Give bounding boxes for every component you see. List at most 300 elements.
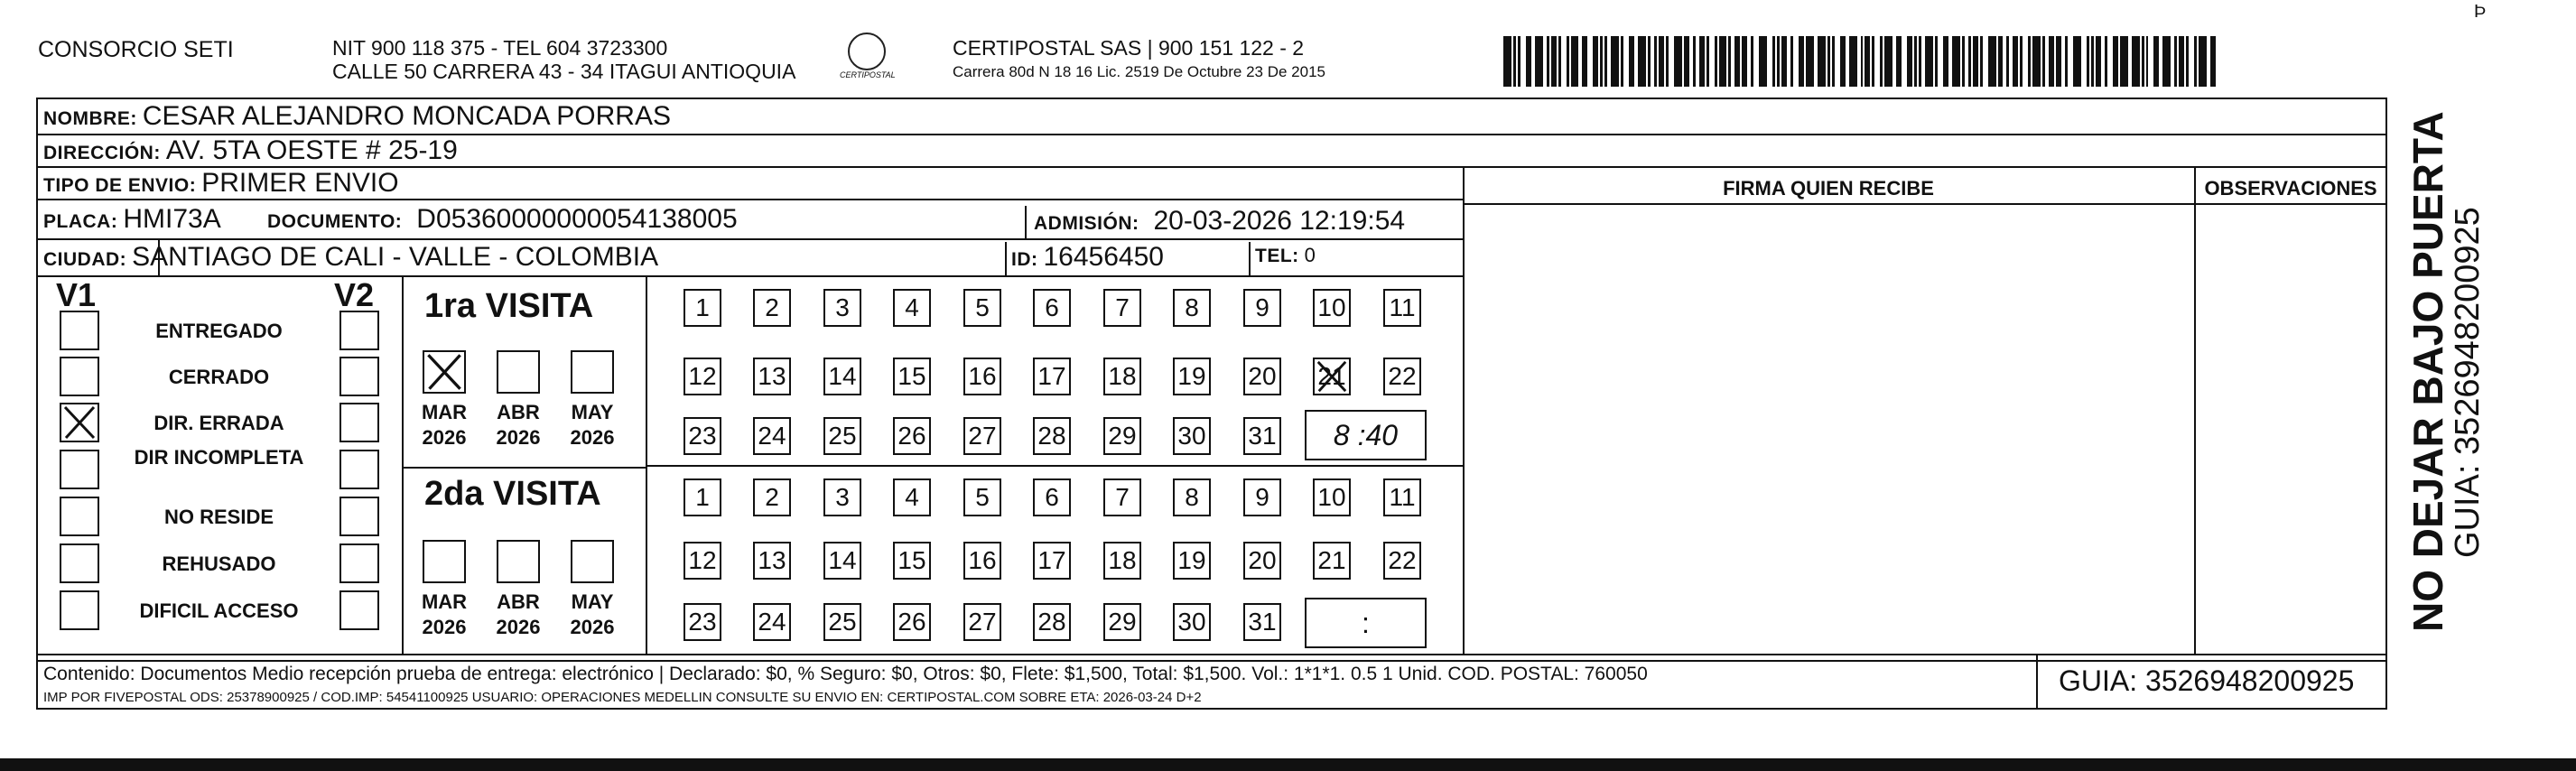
visit2-day-2[interactable] xyxy=(753,478,791,516)
barcode-bar xyxy=(1629,36,1634,87)
v1-checkbox-3[interactable] xyxy=(60,403,99,442)
visit1-day-5[interactable] xyxy=(963,289,1001,327)
barcode-bar xyxy=(1513,36,1516,87)
barcode-bar xyxy=(1728,36,1731,87)
barcode-bar xyxy=(1998,36,2004,87)
visit1-day-15[interactable] xyxy=(893,358,931,395)
visit2-day-11[interactable] xyxy=(1383,478,1421,516)
rule xyxy=(36,654,2387,655)
barcode-bar xyxy=(1861,36,1864,87)
admision-row xyxy=(1034,206,1405,237)
year-label: 2026 xyxy=(422,616,467,638)
day-number: 27 xyxy=(968,422,997,450)
barcode-bar xyxy=(2073,36,2081,87)
status-option-label: DIR. ERRADA xyxy=(153,412,284,434)
address-line: CALLE 50 CARRERA 43 - 34 ITAGUI ANTIOQUIA xyxy=(332,60,796,83)
visit1-day-23[interactable] xyxy=(684,417,721,455)
id-label: ID: xyxy=(1011,249,1038,270)
barcode-bar xyxy=(2174,36,2177,87)
visit2-day-24[interactable] xyxy=(753,603,791,641)
v2-checkbox-5[interactable] xyxy=(339,497,379,536)
rule xyxy=(402,275,404,654)
rule xyxy=(36,708,2387,710)
barcode-bar xyxy=(1648,36,1651,87)
visit2-day-1[interactable] xyxy=(684,478,721,516)
v2-checkbox-2[interactable] xyxy=(339,357,379,396)
day-number: 17 xyxy=(1037,362,1066,390)
day-number: 9 xyxy=(1255,483,1269,511)
rule xyxy=(1249,242,1251,275)
v2-checkbox-3[interactable] xyxy=(339,403,379,442)
barcode-bar xyxy=(2087,36,2089,87)
barcode-bar xyxy=(2096,36,2101,87)
visit1-day-8[interactable] xyxy=(1173,289,1211,327)
barcode-bar xyxy=(1582,36,1587,87)
barcode-bar xyxy=(2194,36,2197,87)
barcode-bar xyxy=(1558,36,1561,87)
day-number: 19 xyxy=(1177,546,1206,574)
day-number: 21 xyxy=(1317,546,1346,574)
status-option-label: NO RESIDE xyxy=(163,506,274,528)
visit1-day-22[interactable] xyxy=(1383,358,1421,395)
barcode-bar xyxy=(1907,36,1912,87)
x-mark-icon xyxy=(61,404,98,441)
visit1-day-28[interactable] xyxy=(1033,417,1071,455)
barcode-bar xyxy=(2186,36,2189,87)
visit1-day-30[interactable] xyxy=(1173,417,1211,455)
month-label: ABR xyxy=(497,401,540,423)
nombre-row xyxy=(43,101,671,132)
rule xyxy=(646,275,647,654)
month-label: MAR xyxy=(421,590,468,613)
visit1-day-17[interactable] xyxy=(1033,358,1071,395)
barcode-bar xyxy=(2142,36,2144,87)
bottom-edge xyxy=(0,758,2576,771)
rule xyxy=(36,238,1463,240)
month-label: ABR xyxy=(497,590,540,613)
visit2-day-21[interactable] xyxy=(1313,542,1351,580)
status-option-label: DIFICIL ACCESO xyxy=(139,599,299,622)
day-number: 30 xyxy=(1177,608,1206,636)
firma-label: FIRMA QUIEN RECIBE xyxy=(1723,177,1934,200)
tipo-value: PRIMER ENVIO xyxy=(201,168,399,198)
footer-guia: GUIA: 3526948200925 xyxy=(2059,664,2355,697)
side-guia: GUIA: 3526948200925 xyxy=(2449,207,2487,558)
day-number: 11 xyxy=(1389,483,1416,511)
barcode-bar xyxy=(1666,36,1669,87)
v1-checkbox-1[interactable] xyxy=(60,311,99,350)
visit2-day-18[interactable] xyxy=(1103,542,1141,580)
side-warning: NO DEJAR BAJO PUERTA xyxy=(2404,111,2451,632)
visit2-day-8[interactable] xyxy=(1173,478,1211,516)
day-number: 1 xyxy=(695,483,710,511)
barcode-bar xyxy=(1777,36,1780,87)
day-number: 20 xyxy=(1248,546,1277,574)
day-number: 26 xyxy=(897,608,926,636)
visit2-day-26[interactable] xyxy=(893,603,931,641)
v1-checkbox-4[interactable] xyxy=(60,450,99,489)
rule xyxy=(1025,206,1027,238)
day-number: 28 xyxy=(1037,422,1066,450)
v1-checkbox-7[interactable] xyxy=(60,590,99,630)
visit2-day-31[interactable] xyxy=(1243,603,1281,641)
visit2-day-29[interactable] xyxy=(1103,603,1141,641)
x-mark-icon xyxy=(424,352,464,392)
barcode-bar xyxy=(1734,36,1740,87)
placa-row xyxy=(43,204,221,235)
rule xyxy=(36,199,1463,200)
barcode-bar xyxy=(1526,36,1531,87)
day-number: 3 xyxy=(835,293,850,321)
day-number: 14 xyxy=(828,546,857,574)
visit1-day-20[interactable] xyxy=(1243,358,1281,395)
rule xyxy=(2036,654,2038,708)
year-label: 2026 xyxy=(570,426,615,449)
visit2-day-7[interactable] xyxy=(1103,478,1141,516)
visit1-day-13[interactable] xyxy=(753,358,791,395)
visit2-day-10[interactable] xyxy=(1313,478,1351,516)
tipo-label: TIPO DE ENVIO: xyxy=(43,175,197,196)
rule xyxy=(36,654,38,710)
day-number: 7 xyxy=(1115,483,1130,511)
status-option-label: ENTREGADO xyxy=(155,320,283,342)
day-number: 22 xyxy=(1388,546,1417,574)
barcode-bar xyxy=(1790,36,1793,87)
barcode-bar xyxy=(1827,36,1830,87)
day-number: 23 xyxy=(688,608,717,636)
barcode-bar xyxy=(1880,36,1883,87)
visit1-day-2[interactable] xyxy=(753,289,791,327)
visit1-day-16[interactable] xyxy=(963,358,1001,395)
day-number: 20 xyxy=(1248,362,1277,390)
barcode-bar xyxy=(1706,36,1709,87)
visit1-day-19[interactable] xyxy=(1173,358,1211,395)
barcode-bar xyxy=(1518,36,1520,87)
visit2-day-30[interactable] xyxy=(1173,603,1211,641)
barcode-bar xyxy=(2113,36,2118,87)
v2-checkbox-1[interactable] xyxy=(339,311,379,350)
logo-text: CERTIPOSTAL xyxy=(840,70,896,79)
barcode-bar xyxy=(1988,36,1996,87)
barcode-bar xyxy=(1962,36,1965,87)
barcode-bar xyxy=(1611,36,1619,87)
visit1-day-7[interactable] xyxy=(1103,289,1141,327)
barcode-bar xyxy=(1503,36,1511,87)
barcode-bar xyxy=(2006,36,2009,87)
day-number: 17 xyxy=(1037,546,1066,574)
visit1-day-10[interactable] xyxy=(1313,289,1351,327)
barcode-bar xyxy=(1659,36,1664,87)
barcode-bar xyxy=(1535,36,1543,87)
day-number: 12 xyxy=(688,362,717,390)
barcode-bar xyxy=(1849,36,1857,87)
tel-row xyxy=(1255,244,1316,267)
barcode-bar xyxy=(1832,36,1835,87)
day-number: 31 xyxy=(1248,608,1277,636)
visit1-day-21[interactable] xyxy=(1313,358,1351,395)
barcode-bar xyxy=(1654,36,1657,87)
day-number: 27 xyxy=(968,608,997,636)
day-number: 21 xyxy=(1317,362,1346,390)
documento-label: DOCUMENTO: xyxy=(267,211,403,232)
visit2-day-4[interactable] xyxy=(893,478,931,516)
visit2-day-9[interactable] xyxy=(1243,478,1281,516)
day-number: 11 xyxy=(1389,293,1416,321)
day-number: 15 xyxy=(897,546,926,574)
barcode-bar xyxy=(1551,36,1557,87)
barcode-bar xyxy=(1684,36,1689,87)
barcode-bar xyxy=(1943,36,1948,87)
barcode-bar xyxy=(1865,36,1870,87)
barcode-bar xyxy=(2028,36,2031,87)
visit1-month-checkbox-1[interactable] xyxy=(423,350,466,394)
visit1-day-1[interactable] xyxy=(684,289,721,327)
visit1-title: 1ra VISITA xyxy=(424,287,594,325)
footer-line2: IMP POR FIVEPOSTAL ODS: 25378900925 / COD.IMP: 54541100925 USUARIO: OPERACIONES MEDELLIN CONSULTE SU ENVIO EN: CERTIPOSTAL.COM SOBRE ETA: 2026-03-24 D+2 xyxy=(43,690,1202,705)
visit1-day-24[interactable] xyxy=(753,417,791,455)
ciudad-row xyxy=(43,242,658,273)
visit2-time[interactable]: : xyxy=(1305,598,1427,648)
placa-value: HMI73A xyxy=(123,204,221,234)
footer-line1: Contenido: Documentos Medio recepción prueba de entrega: electrónico | Declarado: $0, % Seguro: $0, Otros: $0, Flete: $1,500, Total: $1,500. Vol.: 1*1*1. 0.5 1 Unid. COD. POSTAL: 760050 xyxy=(43,664,1648,684)
signature-area[interactable] xyxy=(1465,205,2192,652)
barcode-bar xyxy=(2210,36,2216,87)
status-option-label: DIR INCOMPLETA xyxy=(134,446,304,469)
direccion-value: AV. 5TA OESTE # 25-19 xyxy=(165,135,458,165)
barcode-bar xyxy=(1952,36,1960,87)
day-number: 7 xyxy=(1115,293,1130,321)
day-number: 24 xyxy=(758,608,786,636)
barcode-bar xyxy=(1840,36,1846,87)
barcode-bar xyxy=(2199,36,2207,87)
visit1-day-11[interactable] xyxy=(1383,289,1421,327)
barcode-bar xyxy=(1674,36,1682,87)
x-mark-icon xyxy=(1315,359,1349,394)
year-label: 2026 xyxy=(496,616,541,638)
direccion-label: DIRECCIÓN: xyxy=(43,143,161,163)
barcode-bar xyxy=(1751,36,1753,87)
day-number: 14 xyxy=(828,362,857,390)
barcode-bar xyxy=(2049,36,2054,87)
v2-checkbox-4[interactable] xyxy=(339,450,379,489)
status-option-label: CERRADO xyxy=(168,366,270,388)
nombre-value: CESAR ALEJANDRO MONCADA PORRAS xyxy=(142,101,671,131)
tel-label: TEL: xyxy=(1255,246,1299,266)
visit2-day-15[interactable] xyxy=(893,542,931,580)
v1-label: V1 xyxy=(56,276,97,313)
rule xyxy=(402,467,646,469)
visit2-month-checkbox-3[interactable] xyxy=(571,540,614,583)
ciudad-label: CIUDAD: xyxy=(43,249,127,270)
barcode-bar xyxy=(1693,36,1696,87)
day-number: 25 xyxy=(828,608,857,636)
barcode-bar xyxy=(1919,36,1921,87)
barcode-bar xyxy=(1818,36,1826,87)
visit2-day-23[interactable] xyxy=(684,603,721,641)
tipo-row xyxy=(43,168,399,199)
company-name: CONSORCIO SETI xyxy=(38,37,234,62)
visit1-day-31[interactable] xyxy=(1243,417,1281,455)
day-number: 4 xyxy=(905,483,919,511)
visit1-day-18[interactable] xyxy=(1103,358,1141,395)
day-number: 3 xyxy=(835,483,850,511)
month-label: MAR xyxy=(421,401,468,423)
day-number: 22 xyxy=(1388,362,1417,390)
visit1-day-9[interactable] xyxy=(1243,289,1281,327)
barcode-bar xyxy=(1781,36,1787,87)
visit2-day-12[interactable] xyxy=(684,542,721,580)
visit2-day-25[interactable] xyxy=(823,603,861,641)
rule xyxy=(646,465,1463,467)
barcode-bar xyxy=(2020,36,2023,87)
visit2-day-20[interactable] xyxy=(1243,542,1281,580)
corner-mark: Þ xyxy=(2474,2,2487,22)
day-number: 2 xyxy=(765,293,779,321)
observaciones-area[interactable] xyxy=(2196,205,2385,652)
barcode-bar xyxy=(1547,36,1549,87)
visit1-day-27[interactable] xyxy=(963,417,1001,455)
visit2-day-13[interactable] xyxy=(753,542,791,580)
visit1-day-6[interactable] xyxy=(1033,289,1071,327)
day-number: 1 xyxy=(695,293,710,321)
tel-value: 0 xyxy=(1304,244,1316,266)
logo-icon xyxy=(848,33,886,70)
barcode-bar xyxy=(1980,36,1983,87)
visit1-day-25[interactable] xyxy=(823,417,861,455)
day-number: 10 xyxy=(1317,483,1346,511)
barcode xyxy=(1503,36,2221,87)
day-number: 23 xyxy=(688,422,717,450)
nombre-label: NOMBRE: xyxy=(43,108,137,129)
nit-line: NIT 900 118 375 - TEL 604 3723300 xyxy=(332,36,668,60)
day-number: 25 xyxy=(828,422,857,450)
barcode-bar xyxy=(2146,36,2149,87)
v1-checkbox-2[interactable] xyxy=(60,357,99,396)
day-number: 5 xyxy=(975,483,990,511)
visit2-day-6[interactable] xyxy=(1033,478,1071,516)
barcode-bar xyxy=(1872,36,1874,87)
barcode-bar xyxy=(2091,36,2094,87)
day-number: 29 xyxy=(1108,608,1137,636)
month-label: MAY xyxy=(571,590,614,613)
visit1-day-12[interactable] xyxy=(684,358,721,395)
visit1-day-3[interactable] xyxy=(823,289,861,327)
visit2-day-17[interactable] xyxy=(1033,542,1071,580)
day-number: 28 xyxy=(1037,608,1066,636)
day-number: 24 xyxy=(758,422,786,450)
barcode-bar xyxy=(2153,36,2159,87)
barcode-bar xyxy=(2120,36,2128,87)
day-number: 29 xyxy=(1108,422,1137,450)
visit2-title: 2da VISITA xyxy=(424,475,601,513)
v1-checkbox-5[interactable] xyxy=(60,497,99,536)
day-number: 18 xyxy=(1108,546,1137,574)
day-number: 10 xyxy=(1317,293,1346,321)
day-number: 6 xyxy=(1045,293,1059,321)
visit1-month-checkbox-2[interactable] xyxy=(497,350,540,394)
v2-checkbox-6[interactable] xyxy=(339,543,379,583)
barcode-bar xyxy=(1742,36,1747,87)
visit1-time[interactable]: 8 :40 xyxy=(1305,410,1427,460)
rule xyxy=(36,275,1463,277)
day-number: 5 xyxy=(975,293,990,321)
placa-label: PLACA: xyxy=(43,211,118,232)
barcode-bar xyxy=(1772,36,1775,87)
day-number: 16 xyxy=(968,546,997,574)
day-number: 31 xyxy=(1248,422,1277,450)
day-number: 16 xyxy=(968,362,997,390)
status-option-label: REHUSADO xyxy=(162,553,276,575)
barcode-bar xyxy=(2013,36,2018,87)
documento-value: D05360000000054138005 xyxy=(416,204,738,234)
v2-label: V2 xyxy=(334,276,375,313)
day-number: 18 xyxy=(1108,362,1137,390)
visit1-month-checkbox-3[interactable] xyxy=(571,350,614,394)
day-number: 13 xyxy=(758,362,786,390)
barcode-bar xyxy=(1914,36,1917,87)
certipostal-line: CERTIPOSTAL SAS | 900 151 122 - 2 xyxy=(953,36,1305,60)
barcode-bar xyxy=(1699,36,1705,87)
day-number: 12 xyxy=(688,546,717,574)
day-number: 4 xyxy=(905,293,919,321)
visit2-day-28[interactable] xyxy=(1033,603,1071,641)
admision-label: ADMISIÓN: xyxy=(1034,213,1139,234)
visit2-day-19[interactable] xyxy=(1173,542,1211,580)
visit2-day-5[interactable] xyxy=(963,478,1001,516)
visit2-month-checkbox-2[interactable] xyxy=(497,540,540,583)
barcode-bar xyxy=(1567,36,1569,87)
v1-checkbox-6[interactable] xyxy=(60,543,99,583)
barcode-bar xyxy=(1759,36,1767,87)
barcode-bar xyxy=(1593,36,1598,87)
barcode-bar xyxy=(2042,36,2045,87)
day-number: 15 xyxy=(897,362,926,390)
visit2-day-3[interactable] xyxy=(823,478,861,516)
barcode-bar xyxy=(2132,36,2140,87)
visit1-day-14[interactable] xyxy=(823,358,861,395)
barcode-bar xyxy=(2065,36,2068,87)
barcode-bar xyxy=(2179,36,2184,87)
id-row xyxy=(1011,242,1164,273)
day-number: 30 xyxy=(1177,422,1206,450)
visit2-month-checkbox-1[interactable] xyxy=(423,540,466,583)
day-number: 9 xyxy=(1255,293,1269,321)
visit1-day-26[interactable] xyxy=(893,417,931,455)
visit2-day-22[interactable] xyxy=(1383,542,1421,580)
visit2-day-14[interactable] xyxy=(823,542,861,580)
visit2-day-16[interactable] xyxy=(963,542,1001,580)
barcode-bar xyxy=(2105,36,2107,87)
barcode-bar xyxy=(1638,36,1646,87)
day-number: 13 xyxy=(758,546,786,574)
barcode-bar xyxy=(1896,36,1902,87)
barcode-bar xyxy=(1935,36,1938,87)
admision-value: 20-03-2026 12:19:54 xyxy=(1153,206,1406,236)
day-number: 8 xyxy=(1185,483,1199,511)
direccion-row xyxy=(43,135,458,166)
barcode-bar xyxy=(2056,36,2061,87)
v2-checkbox-7[interactable] xyxy=(339,590,379,630)
observaciones-label: OBSERVACIONES xyxy=(2204,177,2377,200)
visit1-day-4[interactable] xyxy=(893,289,931,327)
visit2-day-27[interactable] xyxy=(963,603,1001,641)
visit1-day-29[interactable] xyxy=(1103,417,1141,455)
id-value: 16456450 xyxy=(1043,242,1164,272)
day-number: 26 xyxy=(897,422,926,450)
barcode-bar xyxy=(1600,36,1603,87)
year-label: 2026 xyxy=(496,426,541,449)
year-label: 2026 xyxy=(570,616,615,638)
